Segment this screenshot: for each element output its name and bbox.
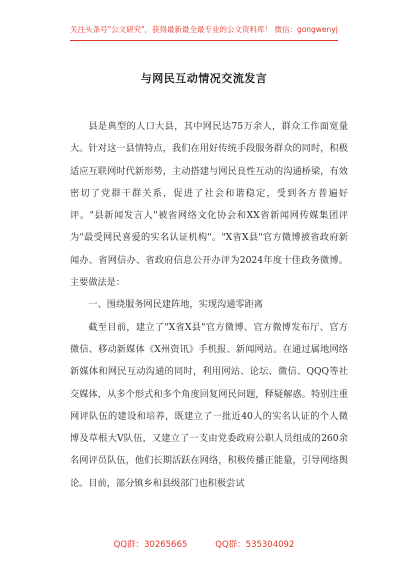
section-heading-1: 一、围绕服务网民建阵地，实现沟通零距离 xyxy=(88,299,263,311)
footer-qq-group-1: QQ群：30265665 xyxy=(113,540,188,550)
header-note: 关注头条号"公文研究"，获得最新最全最专业的公文资料库！ 微信：gongwenyj xyxy=(70,25,338,34)
footer-qq-group-2: QQ群：535304092 xyxy=(215,540,295,550)
document-body xyxy=(70,116,348,495)
body-paragraph-intro: 县是典型的人口大县，其中网民达75万余人，群众工作面宽量大。针对这一县情特点，我们在用好传统手段服务群众的同时，积极适应互联网时代新形势，主动搭建与网民良性互动的沟通桥梁，有效密切了党群干群关系，促进了社会和谐稳定，受到各方普遍好评。"县新闻发言人"被省网络文化协会和XX省新闻网传媒集团评为"最受网民喜爱的实名认证机构"。"X省X县"官方微博被省政府新闻办、省网信办、省政府信息公开办评为2024年度十佳政务微博。主要做法是： xyxy=(70,121,348,289)
body-paragraph-section-1: 截至目前，建立了"X省X县"官方微博、官方微博发布厅、官方微信、移动新媒体《X州资讯》手机报、新闻网站。在通过属地网络新媒体和网民互动沟通的同时，利用网站、论坛、微信、QQQ等社交媒体，从多个形式和多个角度回复网民问题，释疑解惑。特别注重网评队伍的建设和培养，既建立了一批近40人的实名认证的个人微博及草根大V队伍，又建立了一支由党委政府公职人员组成的260余名网评员队伍，他们长期活跃在网络，积极传播正能量，引导网络舆论。目前，部分镇乡和县级部门也积极尝试 xyxy=(70,321,348,489)
document-title: 与网民互动情况交流发言 xyxy=(140,72,268,85)
footer-contacts xyxy=(0,538,408,550)
header-divider xyxy=(70,40,338,41)
